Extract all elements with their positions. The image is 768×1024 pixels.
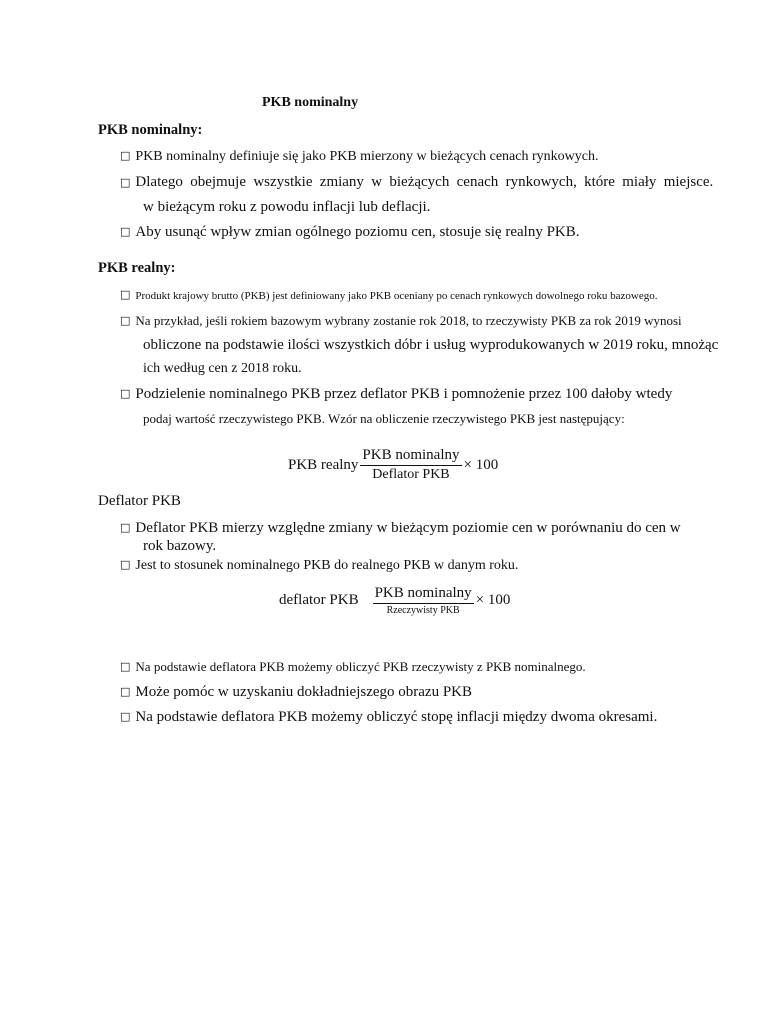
formula-real-gdp	[288, 447, 498, 483]
justified-word: obejmuje	[190, 174, 247, 190]
list-item	[120, 558, 518, 574]
formula-lhs: PKB realny	[288, 456, 359, 473]
list-item-continuation: ich według cen z 2018 roku.	[143, 361, 302, 376]
list-item-text: Na przykład, jeśli rokiem bazowym wybrany zostanie rok 2018, to rzeczywisty PKB za rok 2019 wynosi	[135, 313, 682, 328]
list-item	[120, 709, 657, 726]
formula-multiplier: × 100	[463, 456, 499, 473]
bullet-box-icon: □	[120, 558, 131, 571]
list-item	[120, 314, 682, 329]
list-item-continuation: obliczone na podstawie ilości wszystkich dóbr i usług wyprodukowanych w 2019 roku, mnożąc	[143, 337, 719, 353]
bullet-box-icon: □	[120, 225, 131, 238]
list-item-text: Produkt krajowy brutto (PKB) jest definiowany jako PKB oceniany po cenach rynkowych dowolnego roku bazowego.	[135, 290, 658, 302]
bullet-box-icon: □	[120, 521, 131, 534]
list-item-text: Na podstawie deflatora PKB możemy obliczyć stopę inflacji między dwoma okresami.	[135, 709, 658, 725]
justified-word: zmiany	[319, 174, 364, 190]
justified-word: rynkowych,	[505, 174, 577, 190]
list-item	[120, 149, 598, 165]
formula-fraction	[373, 585, 474, 616]
list-item-text: Aby usunąć wpływ zmian ogólnego poziomu cen, stosuje się realny PKB.	[135, 224, 580, 240]
formula-fraction	[360, 447, 461, 483]
bullet-box-icon: □	[120, 314, 131, 327]
list-item	[120, 386, 672, 403]
list-item-text: PKB nominalny definiuje się jako PKB mierzony w bieżących cenach rynkowych.	[135, 149, 599, 164]
formula-denominator: Deflator PKB	[372, 467, 450, 482]
justified-word: miejsce.	[663, 174, 714, 190]
formula-denominator: Rzeczywisty PKB	[386, 605, 460, 616]
list-item-text: Jest to stosunek nominalnego PKB do realnego PKB w danym roku.	[135, 558, 519, 573]
list-item-text: Deflator PKB mierzy względne zmiany w bieżącym poziomie cen w porównaniu do cen w	[135, 520, 681, 536]
formula-multiplier: × 100	[475, 592, 511, 608]
bullet-box-icon: □	[120, 710, 131, 723]
heading-gdp-deflator: Deflator PKB	[98, 493, 181, 509]
formula-numerator: PKB nominalny	[373, 585, 474, 604]
justified-line	[135, 174, 713, 191]
list-item	[120, 289, 658, 303]
list-item	[120, 684, 472, 701]
justified-word: miały	[622, 174, 657, 190]
list-item-text: Może pomóc w uzyskaniu dokładniejszego obrazu PKB	[135, 684, 472, 700]
justified-word: które	[584, 174, 615, 190]
justified-word: bieżących	[389, 174, 450, 190]
list-item	[120, 660, 586, 675]
list-item-continuation: w bieżącym roku z powodu inflacji lub deflacji.	[143, 199, 431, 215]
justified-word: Dlatego	[135, 174, 183, 190]
bullet-box-icon: □	[120, 288, 131, 301]
bullet-box-icon: □	[120, 149, 131, 162]
list-item	[120, 174, 713, 191]
formula-lhs: deflator PKB	[279, 592, 359, 608]
list-item-continuation: podaj wartość rzeczywistego PKB. Wzór na obliczenie rzeczywistego PKB jest następujący:	[143, 411, 625, 426]
list-item-text: Podzielenie nominalnego PKB przez deflator PKB i pomnożenie przez 100 dałoby wtedy	[135, 386, 673, 402]
bullet-box-icon: □	[120, 685, 131, 698]
list-item	[120, 520, 681, 537]
bullet-box-icon: □	[120, 176, 131, 189]
bullet-box-icon: □	[120, 660, 131, 673]
heading-nominal-gdp: PKB nominalny:	[98, 122, 203, 138]
list-item-continuation: rok bazowy.	[143, 538, 217, 554]
justified-word: cenach	[456, 174, 499, 190]
list-item-text: Na podstawie deflatora PKB możemy obliczyć PKB rzeczywisty z PKB nominalnego.	[135, 659, 586, 674]
formula-gdp-deflator	[279, 585, 510, 616]
justified-word: wszystkie	[253, 174, 313, 190]
bullet-box-icon: □	[120, 387, 131, 400]
document-title: PKB nominalny	[262, 95, 359, 110]
justified-word: w	[371, 174, 383, 190]
formula-numerator: PKB nominalny	[360, 447, 461, 466]
list-item	[120, 224, 580, 241]
heading-real-gdp: PKB realny:	[98, 260, 176, 276]
